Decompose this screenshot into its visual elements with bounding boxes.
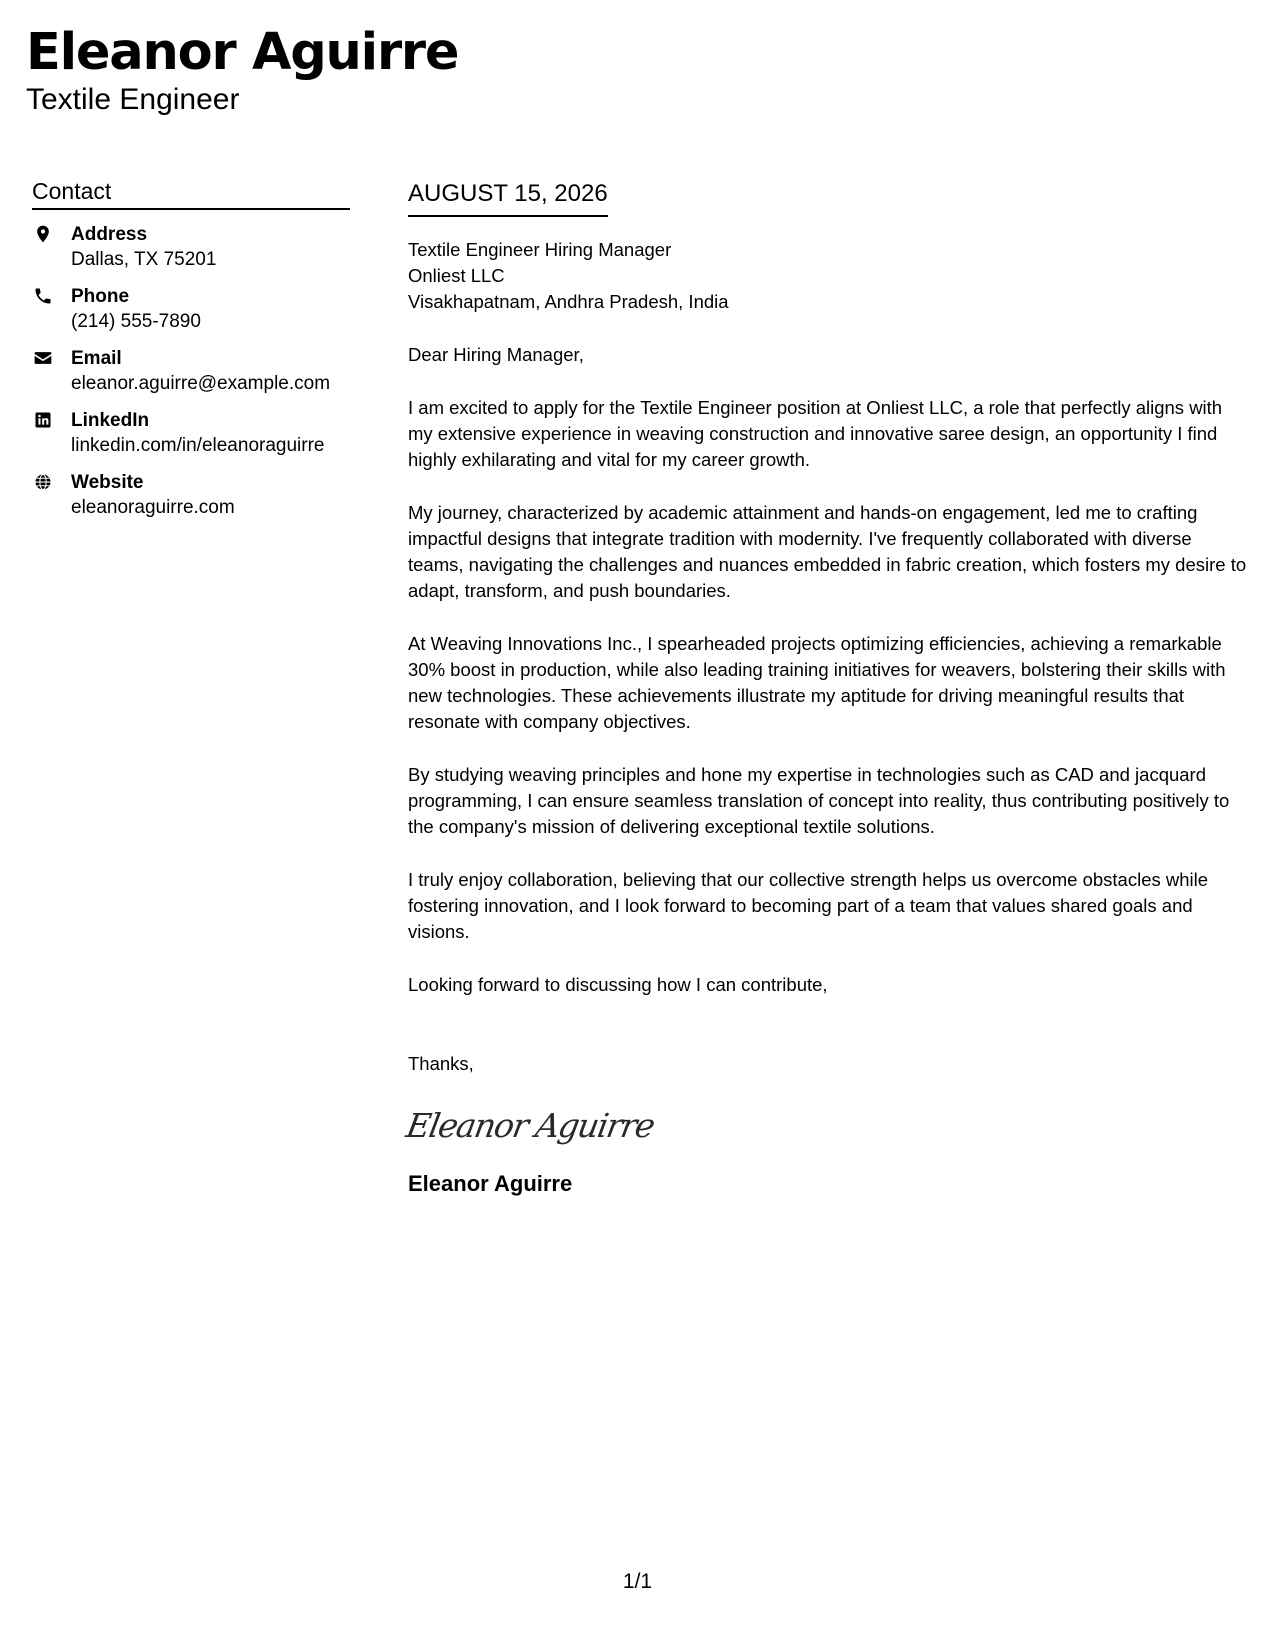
- contact-item-email: [32, 346, 350, 396]
- phone-icon: [32, 285, 54, 307]
- contact-item-phone: [32, 284, 350, 334]
- envelope-icon: [32, 347, 54, 369]
- linkedin-icon: [32, 409, 54, 431]
- contact-label: Phone: [71, 286, 130, 307]
- body-paragraph: By studying weaving principles and hone my expertise in technologies such as CAD and jacquard programming, I can ensure seamless translation of concept into reality, thus contributing positively to the company's mission of delivering exceptional textile solutions.: [408, 764, 1230, 837]
- body-paragraph: My journey, characterized by academic attainment and hands-on engagement, led me to crafting impactful designs that integrate tradition with modernity. I've frequently collaborated with diverse teams, navigating the challenges and nuances embedded in fabric creation, which fosters my desire to adapt, transform, and push boundaries.: [408, 502, 1247, 601]
- contact-label: Website: [71, 472, 144, 493]
- phone-value: (214) 555-7890: [71, 311, 201, 332]
- contact-heading: Contact: [32, 176, 350, 210]
- recipient-company: Onliest LLC: [408, 265, 505, 286]
- body-paragraph: I am excited to apply for the Textile Engineer position at Onliest LLC, a role that perfectly aligns with my extensive experience in weaving construction and innovative saree design, an opportunity I find highly exhilarating and vital for my career growth.: [408, 397, 1223, 470]
- contact-item-linkedin: [32, 408, 350, 458]
- job-title: Textile Engineer: [26, 83, 240, 116]
- address-value: Dallas, TX 75201: [71, 249, 217, 270]
- contact-item-website: [32, 470, 350, 520]
- linkedin-value: linkedin.com/in/eleanoraguirre: [71, 435, 325, 456]
- contact-label: LinkedIn: [71, 410, 150, 431]
- contact-sidebar: [32, 176, 350, 532]
- contact-list: [32, 222, 350, 520]
- globe-icon: [32, 471, 54, 493]
- contact-item-address: [32, 222, 350, 272]
- candidate-name: Eleanor Aguirre: [26, 23, 459, 82]
- body-paragraph: I truly enjoy collaboration, believing that our collective strength helps us overcome obstacles while fostering innovation, and I look forward to becoming part of a team that values shared goals and visions.: [408, 869, 1209, 942]
- recipient-title: Textile Engineer Hiring Manager: [408, 239, 672, 260]
- contact-label: Address: [71, 224, 148, 245]
- signature-text: Eleanor Aguirre: [403, 1106, 659, 1145]
- signer-name: Eleanor Aguirre: [408, 1171, 573, 1196]
- cover-letter: [403, 178, 1248, 1199]
- page-number: 1/1: [622, 1570, 653, 1593]
- recipient-block: [408, 237, 1248, 315]
- website-value: eleanoraguirre.com: [71, 497, 235, 518]
- map-pin-icon: [32, 223, 54, 245]
- body-paragraph: At Weaving Innovations Inc., I spearheaded projects optimizing efficiencies, achieving a remarkable 30% boost in production, while also leading training initiatives for weavers, bolstering their skills with new technologies. These achievements illustrate my aptitude for driving meaningful results that resonate with company objectives.: [408, 633, 1226, 732]
- signoff: Thanks,: [408, 1053, 474, 1074]
- recipient-location: Visakhapatnam, Andhra Pradesh, India: [408, 291, 729, 312]
- contact-label: Email: [71, 348, 122, 369]
- email-value: eleanor.aguirre@example.com: [71, 373, 331, 394]
- handwritten-signature: [403, 1097, 668, 1153]
- letter-date: AUGUST 15, 2026: [408, 178, 608, 217]
- salutation: Dear Hiring Manager,: [408, 344, 584, 365]
- closing-line: Looking forward to discussing how I can contribute,: [408, 974, 828, 995]
